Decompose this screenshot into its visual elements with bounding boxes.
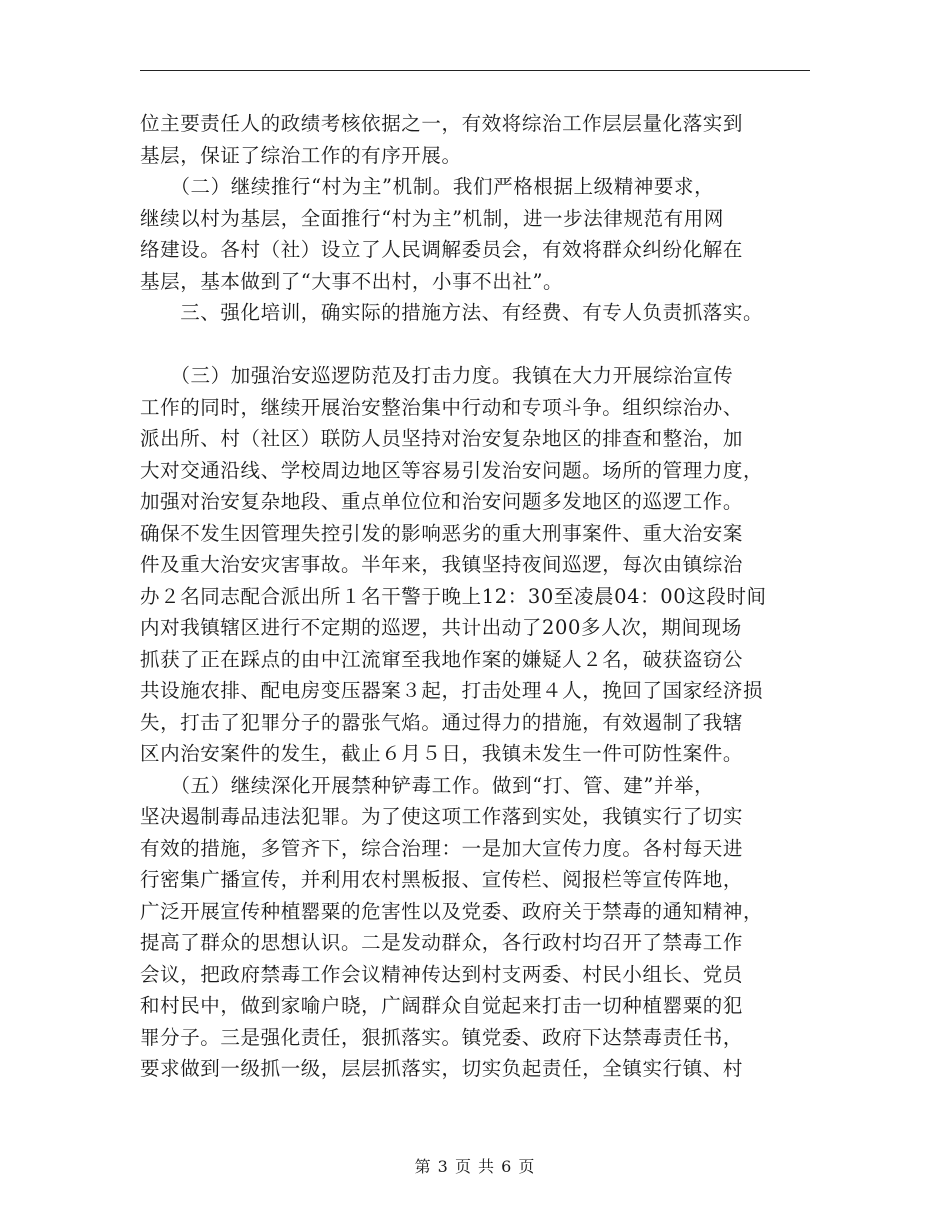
text-line: 办２名同志配合派出所１名干警于晚上12：30至凌晨04：00这段时间: [140, 584, 767, 608]
text-line: 三、强化培训，确实际的措施方法、有经费、有专人负责抓落实。: [140, 301, 764, 324]
text-line: 加强对治安复杂地段、重点单位位和治安问题多发地区的巡逻工作。: [140, 490, 744, 513]
text-line: 失，打击了犯罪分子的嚣张气焰。通过得力的措施，有效遏制了我辖: [140, 710, 744, 734]
text-line: 有效的措施，多管齐下，综合治理：一是加大宣传力度。各村每天进: [140, 836, 744, 860]
text-line: （二）继续推行“村为主”机制。我们严格根据上级精神要求，: [140, 175, 715, 198]
page-footer: [0, 1154, 950, 1177]
text-line: 件及重大治安灾害事故。半年来，我镇坚持夜间巡逻，每次由镇综治: [140, 553, 744, 576]
header-rule: [140, 70, 810, 71]
text-line: 基层，基本做到了“大事不出村，小事不出社”。: [140, 269, 564, 293]
text-line: 抓获了正在踩点的由中江流窜至我地作案的嫌疑人２名，破获盗窃公: [140, 647, 744, 671]
text-line: 确保不发生因管理失控引发的影响恶劣的重大刑事案件、重大治安案: [140, 521, 744, 545]
text-line: 区内治安案件的发生，截止６月５日，我镇未发生一件可防性案件。: [140, 742, 744, 765]
text-line: 内对我镇辖区进行不定期的巡逻，共计出动了200多人次，期间现场: [140, 616, 742, 639]
text-line: 罪分子。三是强化责任，狠抓落实。镇党委、政府下达禁毒责任书，: [140, 1025, 744, 1049]
text-line: 络建设。各村（社）设立了人民调解委员会，有效将群众纠纷化解在: [140, 238, 744, 261]
text-line: 继续以村为基层，全面推行“村为主”机制，进一步法律规范有用网: [140, 206, 724, 230]
text-line: 广泛开展宣传种植罂粟的危害性以及党委、政府关于禁毒的通知精神，: [140, 899, 764, 923]
text-line: 和村民中，做到家喻户晓，广阔群众自觉起来打击一切种植罂粟的犯: [140, 994, 744, 1017]
text-line: （三）加强治安巡逻防范及打击力度。我镇在大力开展综治宣传: [140, 364, 734, 387]
page-number-label: 第 3 页 共 6 页: [414, 1157, 536, 1176]
text-line: 共设施农排、配电房变压器案３起，打击处理４人，挽回了国家经济损: [140, 679, 764, 702]
text-line: 工作的同时，继续开展治安整治集中行动和专项斗争。组织综治办、: [140, 395, 744, 419]
blank-line: [140, 329, 810, 361]
text-line: 要求做到一级抓一级，层层抓落实，切实负起责任，全镇实行镇、村: [140, 1057, 744, 1080]
text-line: 大对交通沿线、学校周边地区等容易引发治安问题。场所的管理力度，: [140, 458, 764, 482]
document-body: [140, 108, 810, 1085]
text-line: 位主要责任人的政绩考核依据之一，有效将综治工作层层量化落实到: [140, 112, 744, 135]
text-line: （五）继续深化开展禁种铲毒工作。做到“打、管、建”并举，: [140, 773, 715, 797]
text-line: 提高了群众的思想认识。二是发动群众，各行政村均召开了禁毒工作: [140, 931, 744, 954]
text-line: 会议，把政府禁毒工作会议精神传达到村支两委、村民小组长、党员: [140, 962, 744, 986]
text-line: 坚决遏制毒品违法犯罪。为了使这项工作落到实处，我镇实行了切实: [140, 805, 744, 828]
text-line: 派出所、村（社区）联防人员坚持对治安复杂地区的排查和整治，加: [140, 427, 744, 450]
text-line: 行密集广播宣传，并利用农村黑板报、宣传栏、阅报栏等宣传阵地，: [140, 868, 744, 891]
text-line: 基层，保证了综治工作的有序开展。: [140, 143, 462, 167]
